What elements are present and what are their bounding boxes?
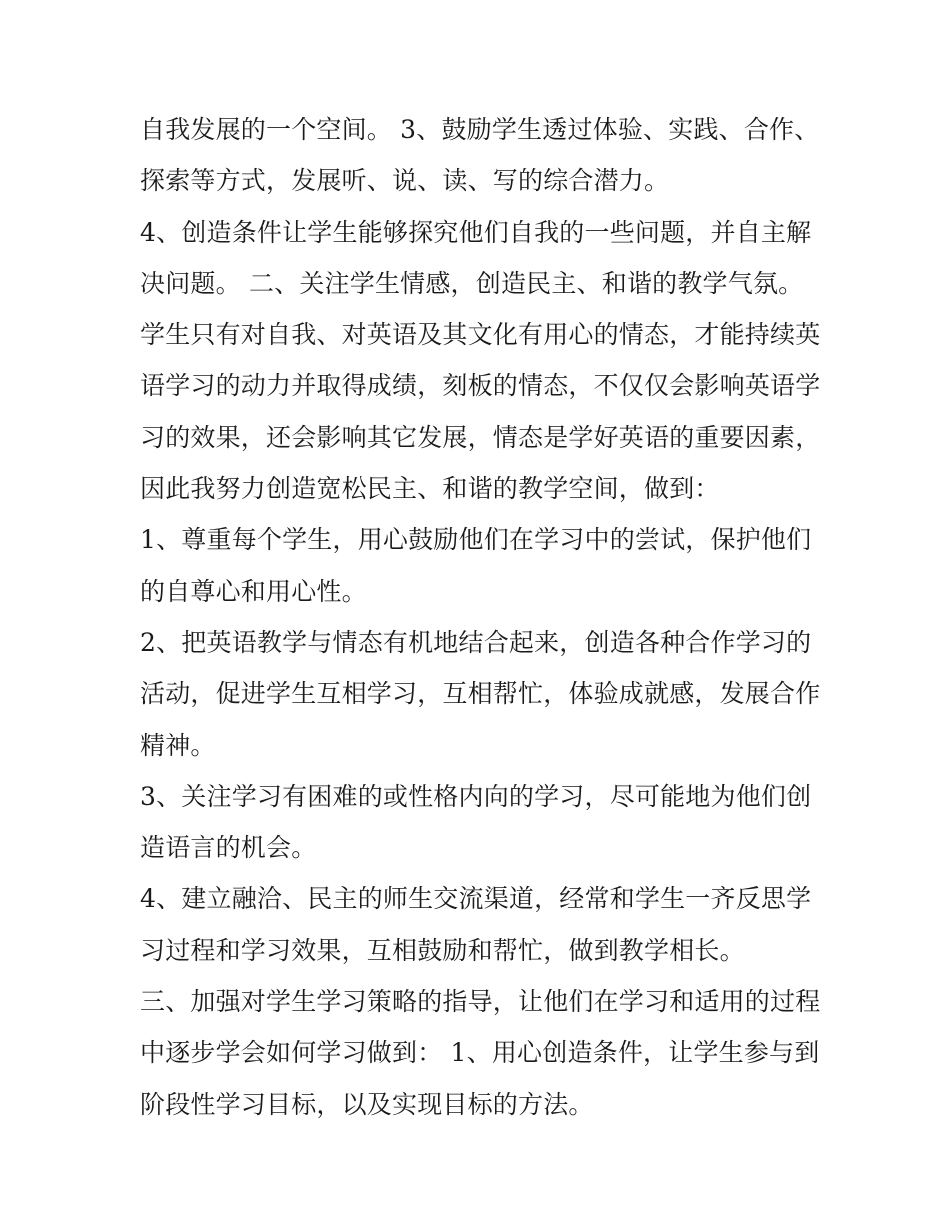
text-line: 语学习的动力并取得成绩，刻板的情态，不仅仅会影响英语学 [140,371,821,401]
text-line: 探索等方式，发展听、说、读、写的综合潜力。 [140,166,670,196]
text-line: 三、加强对学生学习策略的指导，让他们在学习和适用的过程 [140,987,821,1017]
text-line: 自我发展的一个空间。 3、鼓励学生透过体验、实践、合作、 [140,115,820,144]
text-line: 阶段性学习目标，以及实现目标的方法。 [140,1089,594,1119]
text-line: 习的效果，还会影响其它发展，情态是学好英语的重要因素， [140,422,821,452]
text-line: 1、尊重每个学生，用心鼓励他们在学习中的尝试，保护他们 [140,525,812,555]
text-line: 4、创造条件让学生能够探究他们自我的一些问题，并自主解 [140,217,812,247]
text-line: 因此我努力创造宽松民主、和谐的教学空间，做到： [140,474,720,504]
document-body [140,104,820,1130]
text-line: 活动，促进学生互相学习，互相帮忙，体验成就感，发展合作 [140,679,821,709]
text-line: 4、建立融洽、民主的师生交流渠道，经常和学生一齐反思学 [140,884,812,914]
text-line: 学生只有对自我、对英语及其文化有用心的情态，才能持续英 [140,320,821,350]
text-line: 习过程和学习效果，互相鼓励和帮忙，做到教学相长。 [140,935,745,965]
text-line: 决问题。 二、关注学生情感，创造民主、和谐的教学气氛。 [140,268,804,298]
text-line: 精神。 [140,730,216,760]
text-line: 中逐步学会如何学习做到： 1、用心创造条件，让学生参与到 [140,1038,820,1068]
text-line: 2、把英语教学与情态有机地结合起来，创造各种合作学习的 [140,627,812,657]
text-line: 3、关注学习有困难的或性格内向的学习，尽可能地为他们创 [140,781,812,811]
text-line: 的自尊心和用心性。 [140,576,367,606]
text-line: 造语言的机会。 [140,833,317,863]
